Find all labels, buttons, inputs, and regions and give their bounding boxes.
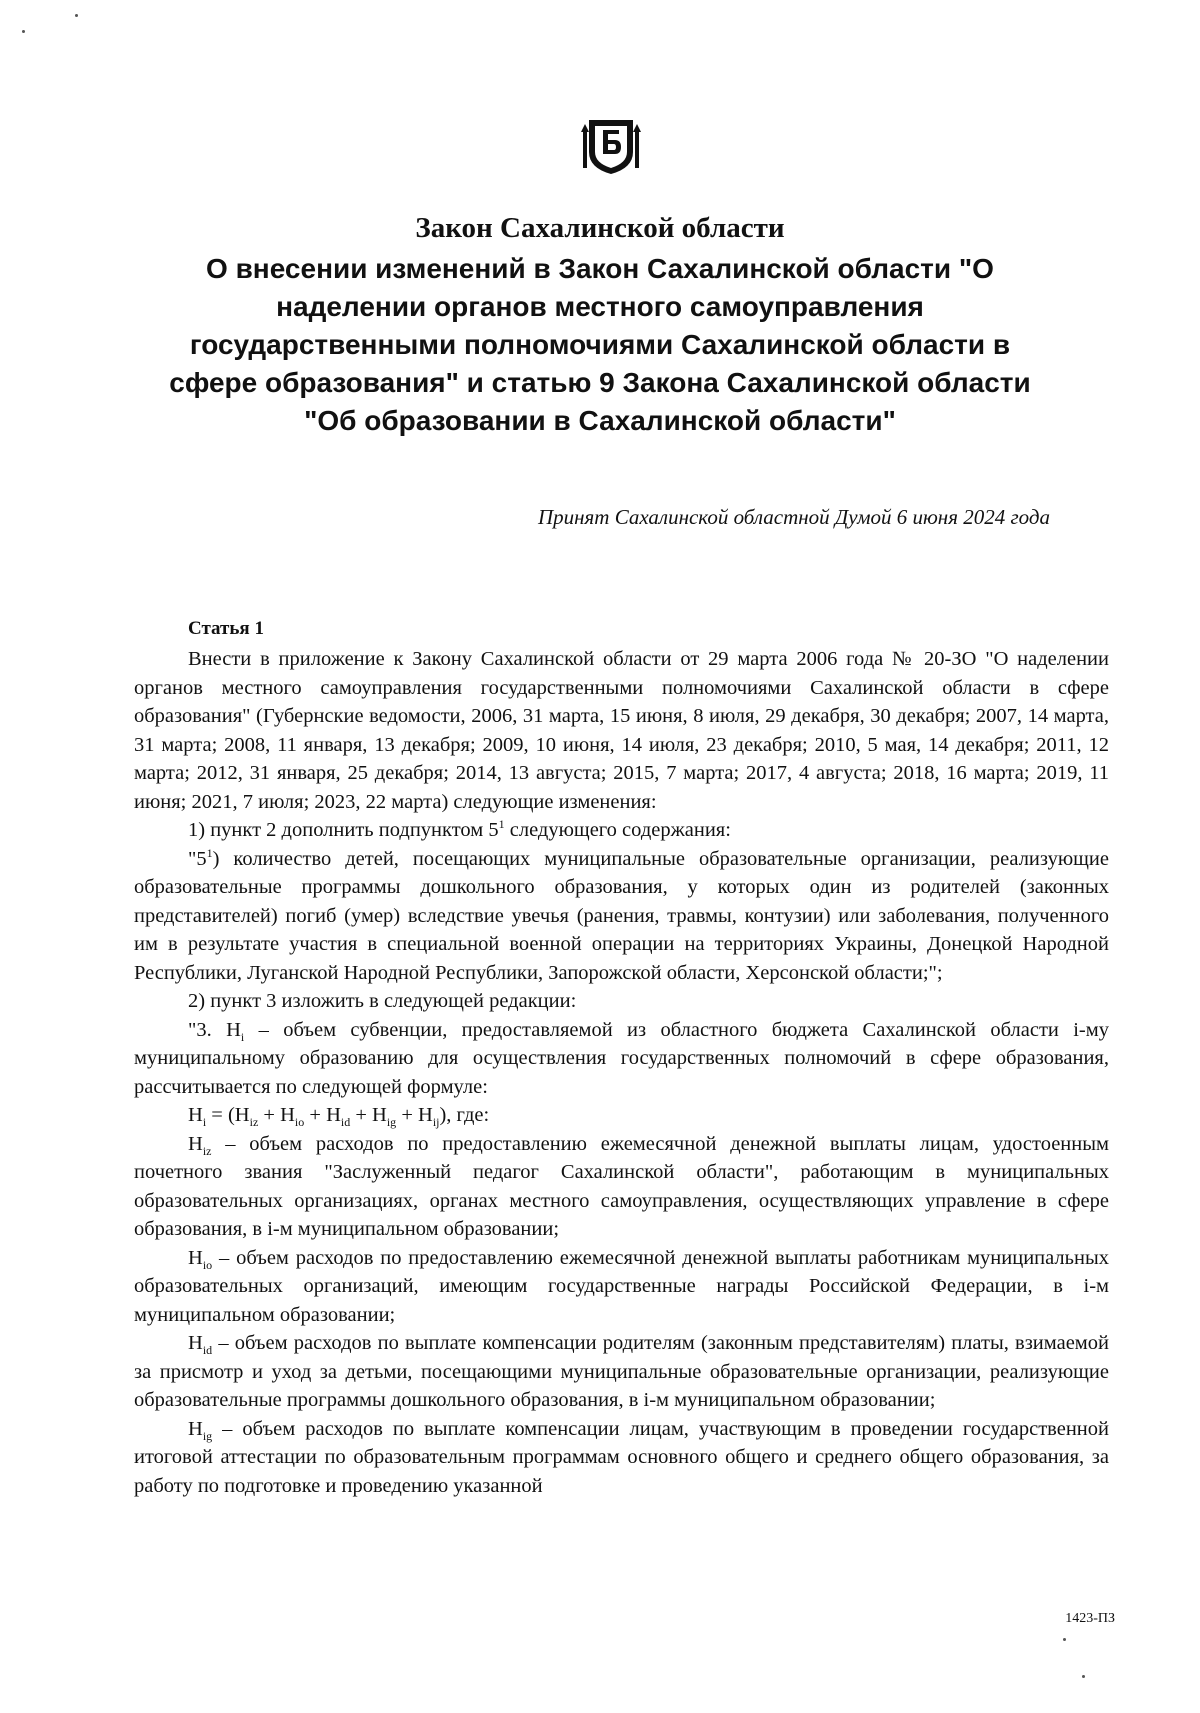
adoption-note: Принят Сахалинской областной Думой 6 июня 2024 года xyxy=(537,505,1050,529)
paragraph-subitem-5-1: "$5^1$) количество детей, посещающих муниципальные образовательные организации, реализующие образовательные программы дошкольного образования, у которых один из родителей (законных представителей) погиб (умер) вследствие увечья (ранения, травмы, контузии) или заболевания, полученного им в результате участия в специальной военной операции на территориях Украины, Донецкой Народной Республики, Луганской Народной Республики, Запорожской области, Херсонской области;"; xyxy=(134,845,1109,984)
law-main-title: О внесении изменений в Закон Сахалинской области "О наделении органов местного самоуправления государственными полномочиями Сахалинской области в сфере образования" и статью 9 Закона Сахалинской области "Об образовании в Сахалинской области" xyxy=(169,253,1031,436)
scan-speck xyxy=(75,14,78,17)
article-heading: Статья 1 xyxy=(188,618,264,639)
coat-of-arms-emblem xyxy=(581,112,641,176)
paragraph-item-1: 1) пункт 2 дополнить подпунктом $5^1$ следующего содержания: xyxy=(188,817,731,841)
paragraph-intro: Внести в приложение к Закону Сахалинской области от 29 марта 2006 года № 20-ЗО "О наделении органов местного самоуправления государственными полномочиями Сахалинской области в сфере образования" (Губернские ведомости, 2006, 31 марта, 15 июня, 8 июля, 29 декабря, 30 декабря; 2007, 14 марта, 31 марта; 2008, 11 января, 13 декабря; 2009, 10 июня, 14 июля, 23 декабря; 2010, 5 мая, 14 декабря; 2011, 12 марта; 2012, 31 января, 25 декабря; 2014, 13 августа; 2015, 7 марта; 2017, 4 августа; 2018, 16 марта; 2019, 11 июня; 2021, 7 июля; 2023, 22 марта) следующие изменения: xyxy=(134,648,1109,813)
scan-speck xyxy=(1082,1675,1085,1678)
definition-h-ig: $Н_{ig}$ – объем расходов по выплате компенсации лицам, участвующим в проведении государственной итоговой аттестации по образовательным программам основного общего и среднего общего образования, за работу по подготовке и проведению указанной xyxy=(134,1417,1109,1497)
document-code: 1423-ПЗ xyxy=(1065,1611,1115,1626)
definition-h-iz: $Н_{iz}$ – объем расходов по предоставлению ежемесячной денежной выплаты лицам, удостоенным почетного звания "Заслуженный педагог Сахалинской области", работающим в муниципальных образовательных организациях, органах местного самоуправления, осуществляющих управление в сфере образования, в i-м муниципальном образовании; xyxy=(134,1132,1109,1240)
definition-h-io: $Н_{io}$ – объем расходов по предоставлению ежемесячной денежной выплаты работникам муниципальных образовательных организаций, имеющим государственные награды Российской Федерации, в i-м муниципальном образовании; xyxy=(134,1246,1109,1326)
paragraph-point-3: "3. $Н_i$ – объем субвенции, предоставляемой из областного бюджета Сахалинской области i-му муниципальному образованию для осуществления государственных полномочий в сфере образования, рассчитывается по следующей формуле: xyxy=(134,1018,1109,1098)
article-body xyxy=(134,645,1109,1500)
paragraph-item-2: 2) пункт 3 изложить в следующей редакции: xyxy=(188,990,577,1012)
formula: $Н_i = (Н_{iz} + Н_{io} + Н_{id} + Н_{ig} + Н_{ij})$, где: xyxy=(188,1104,490,1130)
scan-speck xyxy=(22,30,25,33)
definition-h-id: $Н_{id}$ – объем расходов по выплате компенсации родителям (законным представителям) платы, взимаемой за присмотр и уход за детьми, посещающими муниципальные образовательные организации, реализующие образовательные программы дошкольного образования, в i-м муниципальном образовании; xyxy=(134,1332,1109,1411)
scan-speck xyxy=(1063,1638,1066,1641)
law-type-title: Закон Сахалинской области xyxy=(415,212,785,244)
